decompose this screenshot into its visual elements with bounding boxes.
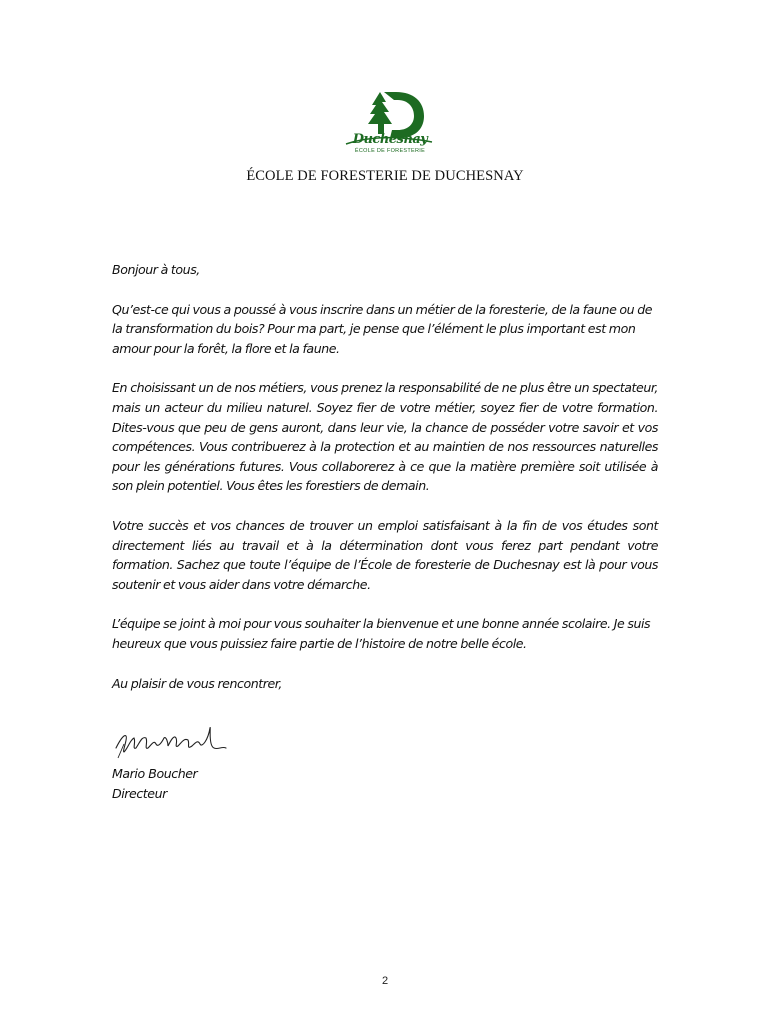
paragraph-1: Qu’est-ce qui vous a poussé à vous inscrire dans un métier de la foresterie, de la faune ou de la transformation du bois? Pour ma part, je pense que l’élément le plus important est mon amour pour la forêt, la flore et la faune. — [112, 301, 653, 356]
paragraph-2: En choisissant un de nos métiers, vous prenez la responsabilité de ne plus être un spectateur, mais un acteur du milieu naturel. Soyez fier de votre métier, soyez fier de votre formation. Dites-vous que peu de gens auront, dans leur vie, la chance de posséder votre savoir et vos compétences. Vous contribuerez à la protection et au maintien de nos ressources naturelles pour les générations futures. Vous collaborerez à ce que la matière première soit utilisée à son plein potentiel. Vous êtes les forestiers de demain. — [112, 380, 658, 494]
signer-block — [112, 764, 197, 804]
logo-wordmark: Duchesnay — [352, 132, 428, 147]
handwritten-signature — [112, 718, 312, 762]
page-number: 2 — [381, 975, 389, 987]
school-logo — [340, 88, 436, 154]
school-heading: ÉCOLE DE FORESTERIE DE DUCHESNAY — [246, 168, 524, 184]
paragraph-3: Votre succès et vos chances de trouver un emploi satisfaisant à la fin de vos études sont directement liés au travail et à la détermination dont vous ferez part pendant votre formation. Sachez que toute l’équipe de l’École de foresterie de Duchesnay est là pour vous soutenir et vous aider dans votre démarche. — [112, 517, 658, 592]
logo-subtitle: ÉCOLE DE FORESTERIE — [354, 148, 426, 154]
signer-title: Directeur — [112, 786, 167, 801]
closing: Au plaisir de vous rencontrer, — [112, 675, 282, 691]
signer-name: Mario Boucher — [112, 766, 198, 781]
paragraph-4: L’équipe se joint à moi pour vous souhaiter la bienvenue et une bonne année scolaire. Je suis heureux que vous puissiez faire partie de l’histoire de notre belle école. — [112, 616, 651, 651]
letter-body — [112, 260, 658, 713]
greeting: Bonjour à tous, — [112, 262, 200, 277]
